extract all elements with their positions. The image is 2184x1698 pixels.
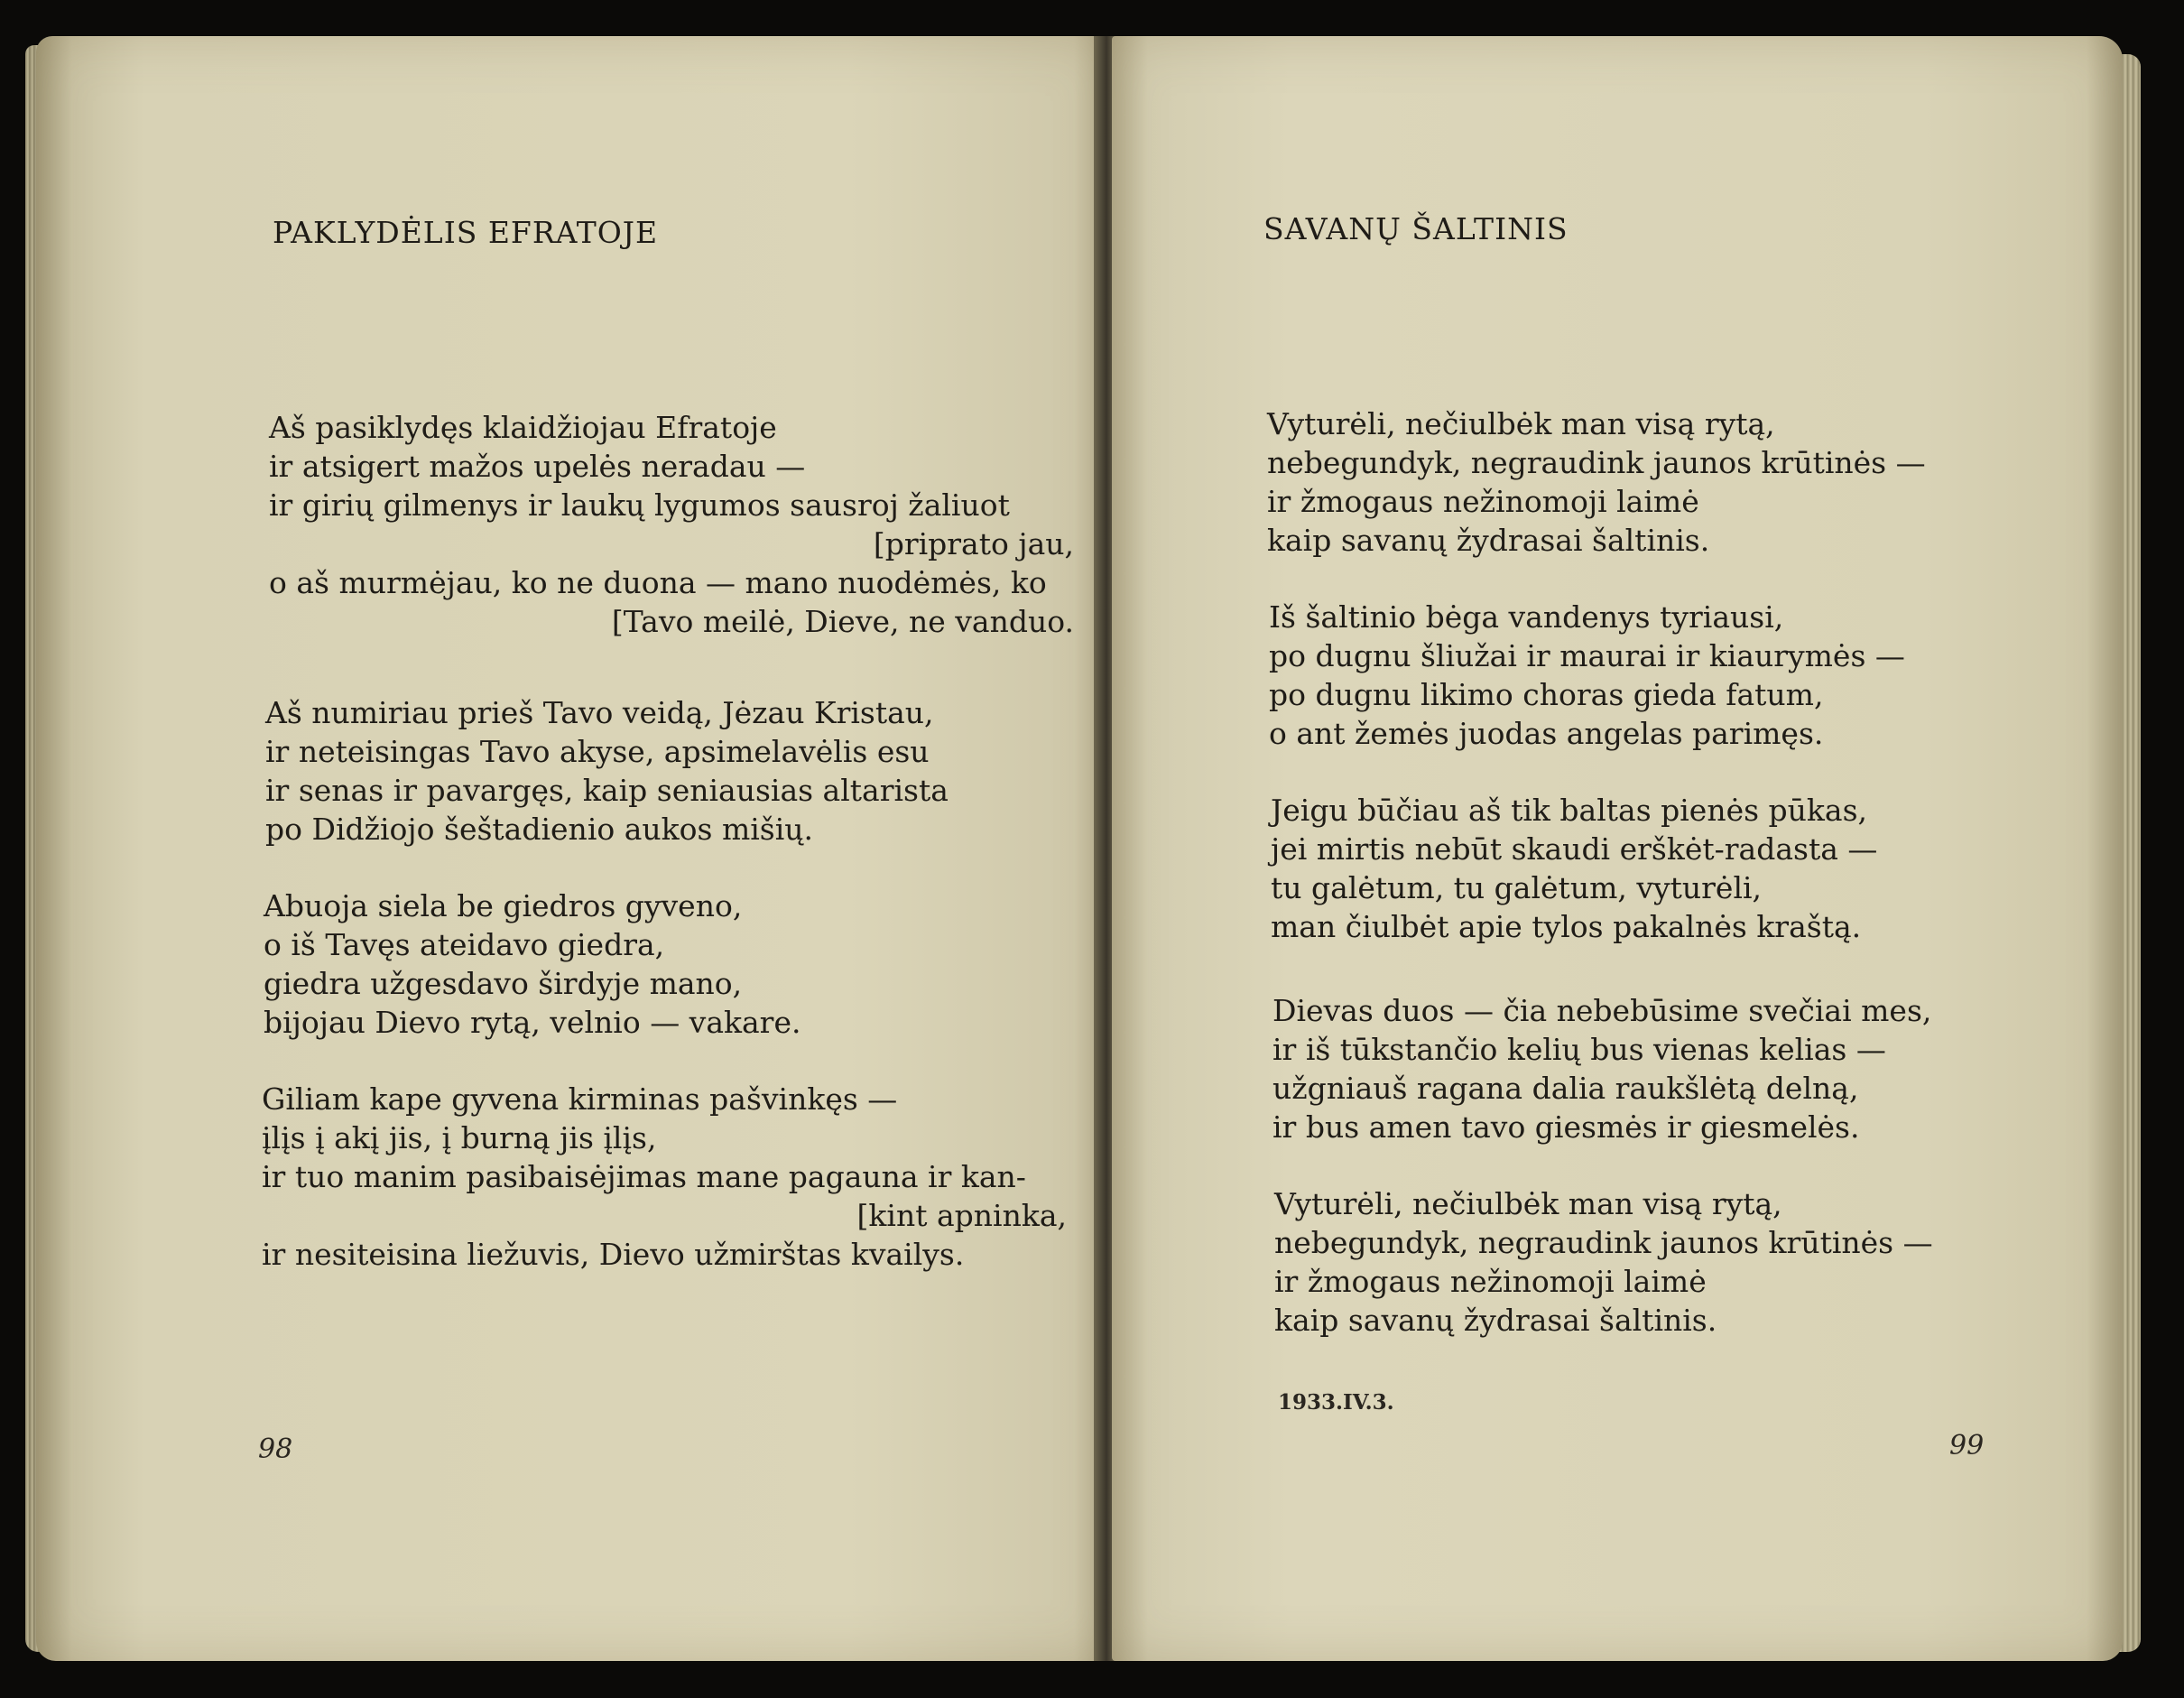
poem-line: įlįs į akį jis, į burną jis įlįs,: [262, 1120, 657, 1155]
poem-line: ir iš tūkstančio kelių bus vienas kelias —: [1272, 1032, 1886, 1067]
poem-line: ir neteisingas Tavo akyse, apsimelavėlis esu: [265, 734, 930, 769]
poem-line: nebegundyk, negraudink jaunos krūtinės —: [1274, 1225, 1933, 1260]
poem-line: jei mirtis nebūt skaudi erškėt-radasta —: [1271, 831, 1878, 867]
right-page-title: SAVANŲ ŠALTINIS: [1263, 211, 1569, 246]
poem-line: ir tuo manim pasibaisėjimas mane pagauna ir kan-: [262, 1159, 1026, 1194]
poem-line: o aš murmėjau, ko ne duona — mano nuodėmės, ko: [269, 565, 1047, 600]
left-stanza-1: [269, 408, 1081, 641]
left-stanza-3: [264, 886, 1076, 1042]
poem-line: giedra užgesdavo širdyje mano,: [264, 966, 743, 1001]
poem-line: bijojau Dievo rytą, velnio — vakare.: [264, 1005, 801, 1040]
poem-line: Vyturėli, nečiulbėk man visą rytą,: [1267, 406, 1775, 441]
poem-line: po dugnu likimo choras gieda fatum,: [1269, 677, 1824, 712]
poem-line: užgniauš ragana dalia raukšlėtą delną,: [1272, 1071, 1859, 1106]
poem-line-continuation: [kint apninka,: [856, 1198, 1067, 1233]
poem-line: kaip savanų žydrasai šaltinis.: [1267, 523, 1710, 558]
right-stanza-2: [1269, 598, 1955, 753]
poem-line: ir senas ir pavargęs, kaip seniausias altarista: [265, 773, 949, 808]
poem-line: nebegundyk, negraudink jaunos krūtinės —: [1267, 445, 1926, 480]
poem-line: Abuoja siela be giedros gyveno,: [264, 888, 743, 923]
poem-line: o iš Tavęs ateidavo giedra,: [264, 927, 665, 962]
left-stanza-2: [265, 693, 1078, 849]
poem-line: Dievas duos — čia nebebūsime svečiai mes,: [1272, 993, 1932, 1028]
poem-line-continuation: [Tavo meilė, Dieve, ne vanduo.: [611, 604, 1074, 639]
poem-line: man čiulbėt apie tylos pakalnės kraštą.: [1271, 909, 1862, 944]
right-page-number: 99: [1949, 1430, 1985, 1461]
poem-line: Giliam kape gyvena kirminas pašvinkęs —: [262, 1081, 898, 1117]
poem-line: Jeigu būčiau aš tik baltas pienės pūkas,: [1271, 793, 1868, 828]
poem-line: ir girių gilmenys ir laukų lygumos sausroj žaliuot: [269, 487, 1010, 523]
poem-line: Vyturėli, nečiulbėk man visą rytą,: [1274, 1186, 1782, 1221]
poem-line: ir atsigert mažos upelės neradau —: [269, 449, 806, 484]
poem-line: po dugnu šliužai ir maurai ir kiaurymės —: [1269, 638, 1905, 673]
poem-line: ir nesiteisina liežuvis, Dievo užmirštas kvailys.: [262, 1237, 965, 1272]
poem-line: ir bus amen tavo giesmės ir giesmelės.: [1272, 1109, 1860, 1145]
poem-line: tu galėtum, tu galėtum, vyturėli,: [1271, 870, 1763, 905]
poem-line-continuation: [priprato jau,: [873, 526, 1074, 561]
poem-line: ir žmogaus nežinomoji laimė: [1267, 484, 1699, 519]
poem-line: kaip savanų žydrasai šaltinis.: [1274, 1303, 1717, 1338]
poem-line: Iš šaltinio bėga vandenys tyriausi,: [1269, 599, 1784, 635]
poem-line: o ant žemės juodas angelas parimęs.: [1269, 716, 1824, 751]
right-stanza-5: [1274, 1184, 1960, 1340]
poem-line: Aš numiriau prieš Tavo veidą, Jėzau Kristau,: [265, 695, 934, 730]
left-page: [36, 36, 1110, 1661]
left-stanza-4: [262, 1080, 1074, 1274]
poem-date: 1933.IV.3.: [1278, 1390, 1394, 1415]
poem-line: Aš pasiklydęs klaidžiojau Efratoje: [269, 410, 777, 445]
right-stanza-3: [1271, 791, 1957, 946]
right-stanza-4: [1272, 991, 1958, 1146]
poem-line: po Didžiojo šeštadienio aukos mišių.: [265, 812, 814, 847]
right-page: [1112, 36, 2123, 1661]
poem-line: ir žmogaus nežinomoji laimė: [1274, 1264, 1707, 1299]
right-stanza-1: [1267, 404, 1953, 560]
left-page-number: 98: [258, 1434, 293, 1465]
left-page-title: PAKLYDĖLIS EFRATOJE: [273, 215, 659, 250]
